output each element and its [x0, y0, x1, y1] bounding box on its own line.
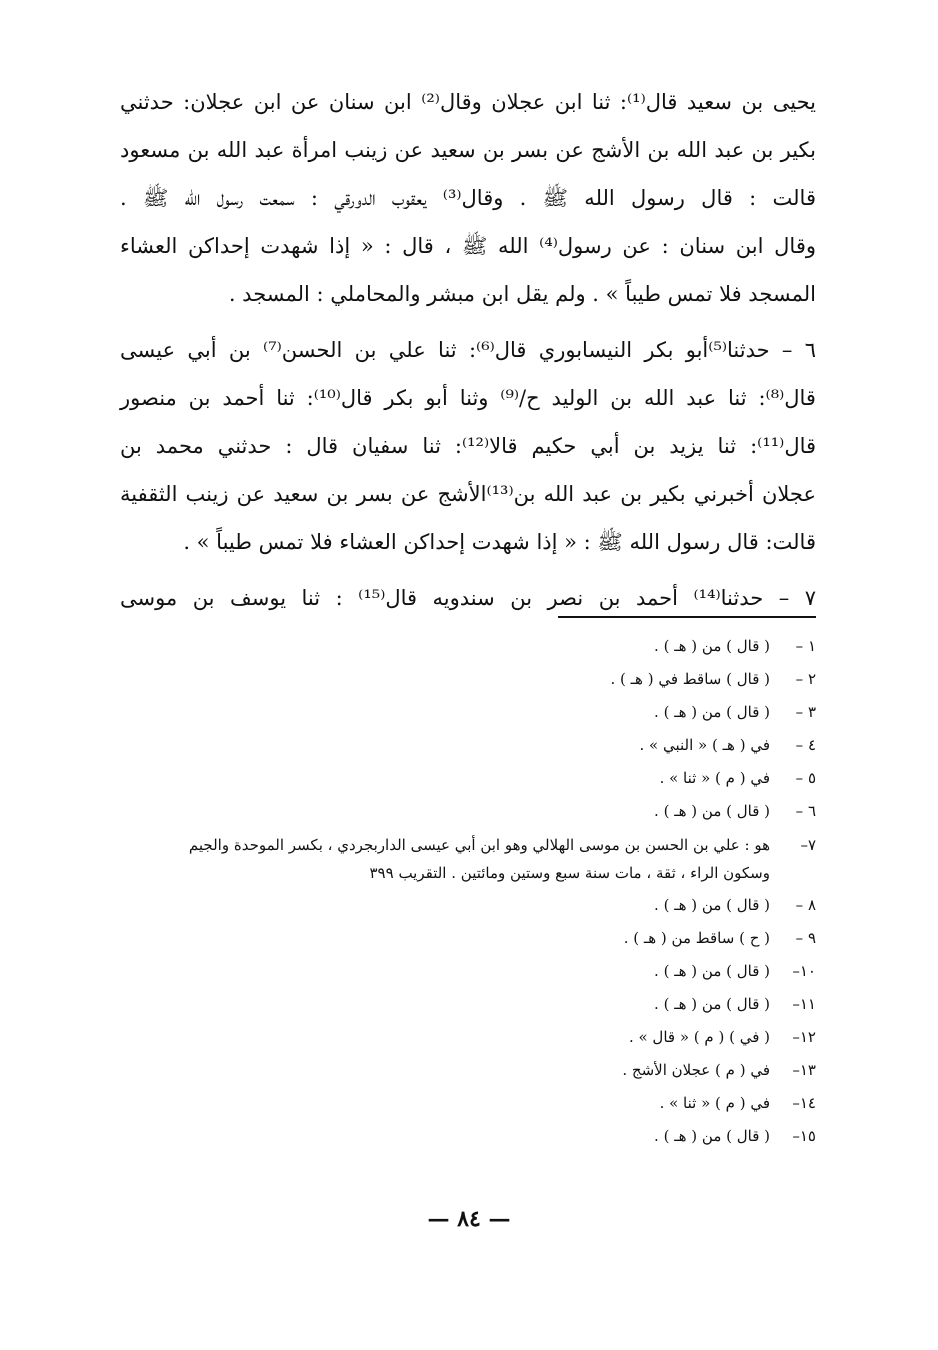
footnote-text: ( ح ) ساقط من ( هـ ) .: [623, 929, 770, 947]
footnote-6: [116, 795, 816, 828]
footnote-7: [116, 831, 816, 887]
footnote-line: وسكون الراء ، ثقة ، مات سنة سبع وستين ومائتين . التقريب ٣٩٩: [369, 864, 770, 882]
footnote-1: [116, 630, 816, 663]
footnote-number: ٨ –: [795, 896, 816, 914]
text-line: قال⁽¹¹⁾: ثنا يزيد بن أبي حكيم قالا⁽¹²⁾: ثنا سفيان قال : حدثني محمد بن: [120, 434, 817, 458]
page-number: — ٨٤ —: [427, 1206, 511, 1232]
text-line: قال⁽⁸⁾: ثنا عبد الله بن الوليد ح/⁽⁹⁾ وثنا أبو بكر قال⁽¹⁰⁾: ثنا أحمد بن منصور: [120, 386, 816, 410]
footnote-8: [116, 889, 816, 922]
footnote-number: ٧–: [800, 836, 816, 854]
footnote-number: ١١–: [792, 995, 816, 1013]
footnote-text: في ( م ) « ثنا » .: [659, 769, 770, 787]
text-line: ٧ – حدثنا⁽¹⁴⁾ أحمد بن نصر بن سندويه قال⁽¹⁵⁾ : ثنا يوسف بن موسى: [120, 586, 817, 610]
footnote-number: ٤ –: [795, 736, 816, 754]
text-line: قالت: قال رسول الله ﷺ : « إذا شهدت إحداكن العشاء فلا تمس طيباً » .: [183, 530, 816, 554]
footnote-text: ( قال ) من ( هـ ) .: [654, 896, 770, 914]
footnote-number: ٢ –: [795, 670, 816, 688]
footnote-text: ( قال ) من ( هـ ) .: [654, 802, 770, 820]
text-line: عجلان أخبرني بكير بن عبد الله بن⁽¹³⁾الأشج عن بسر بن سعيد عن زينب الثقفية: [120, 482, 816, 506]
footnote-4: [116, 729, 816, 762]
text-line: المسجد فلا تمس طيباً » . ولم يقل ابن مبشر والمحاملي : المسجد .: [228, 282, 816, 306]
footnote-11: [116, 988, 816, 1021]
paragraph-1: [120, 78, 816, 318]
text-line: بكير بن عبد الله بن الأشج عن بسر بن سعيد عن زينب امرأة عبد الله بن مسعود: [120, 138, 816, 162]
text-line: يحيى بن سعيد قال⁽¹⁾: ثنا ابن عجلان وقال⁽²⁾ ابن سنان عن ابن عجلان: حدثني: [120, 90, 816, 114]
footnote-14: [116, 1087, 816, 1120]
footnote-text: [116, 831, 770, 887]
footnote-number: ١٣–: [792, 1061, 816, 1079]
footnote-15: [116, 1120, 816, 1153]
footnote-2: [116, 663, 816, 696]
footnote-number: ٣ –: [795, 703, 816, 721]
footnote-number: ٩ –: [795, 929, 816, 947]
footnote-text: ( قال ) من ( هـ ) .: [654, 637, 770, 655]
footnotes: [116, 630, 816, 1153]
footnote-text: ( في ) ( م ) « قال » .: [628, 1028, 770, 1046]
text-line: وقال ابن سنان : عن رسول⁽⁴⁾ الله ﷺ ، قال : « إذا شهدت إحداكن العشاء: [120, 234, 816, 258]
footnote-text: في ( هـ ) « النبي » .: [639, 736, 770, 754]
footnote-text: ( قال ) من ( هـ ) .: [654, 995, 770, 1013]
footnote-text: ( قال ) من ( هـ ) .: [654, 962, 770, 980]
footnote-number: ١٠–: [792, 962, 816, 980]
footnote-10: [116, 955, 816, 988]
paragraph-7: [120, 574, 816, 622]
text-line: ٦ – حدثنا⁽⁵⁾أبو بكر النيسابوري قال⁽⁶⁾: ثنا علي بن الحسن⁽⁷⁾ بن أبي عيسى: [120, 338, 817, 362]
footnote-number: ١٢–: [792, 1028, 816, 1046]
footnote-number: ١ –: [795, 637, 816, 655]
main-text: [120, 78, 816, 622]
footnote-number: ٥ –: [795, 769, 816, 787]
footnote-number: ١٤–: [792, 1094, 816, 1112]
footnote-5: [116, 762, 816, 795]
footnote-text: ( قال ) ساقط في ( هـ ) .: [610, 670, 770, 688]
footnote-number: ٦ –: [795, 802, 816, 820]
footnote-text: ( قال ) من ( هـ ) .: [654, 1127, 770, 1145]
footnote-12: [116, 1021, 816, 1054]
footnote-text: في ( م ) عجلان الأشج .: [622, 1061, 770, 1079]
footnote-3: [116, 696, 816, 729]
paragraph-6: [120, 326, 816, 566]
footnote-text: ( قال ) من ( هـ ) .: [654, 703, 770, 721]
footnote-line: هو : علي بن الحسن بن موسى الهلالي وهو ابن أبي عيسى الداربجردي ، بكسر الموحدة والجيم: [188, 836, 770, 854]
footnote-separator: [558, 616, 816, 618]
footnote-number: ١٥–: [792, 1127, 816, 1145]
footnote-text: في ( م ) « ثنا » .: [659, 1094, 770, 1112]
text-line: قالت : قال رسول الله ﷺ . وقال⁽³⁾ يعقوب الدورقي : سمعت رسول الله ﷺ .: [120, 186, 816, 210]
footnote-13: [116, 1054, 816, 1087]
footnote-9: [116, 922, 816, 955]
